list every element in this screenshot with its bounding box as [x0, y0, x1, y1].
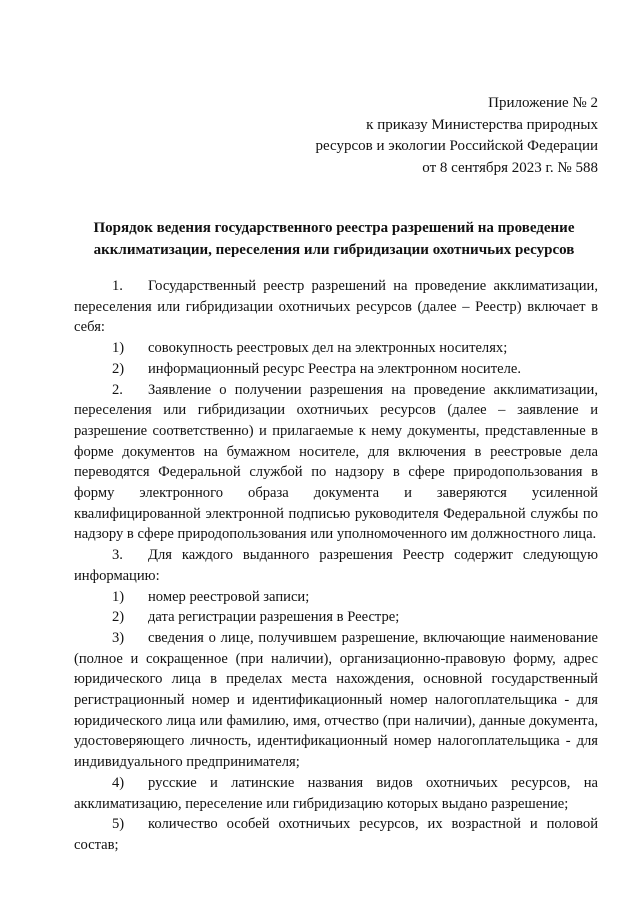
title-line2: акклиматизации, переселения или гибридизации охотничьих ресурсов	[93, 241, 575, 258]
appendix-header	[268, 93, 598, 179]
paragraph-number: 3.	[112, 547, 123, 564]
document-body	[74, 276, 598, 856]
list-item	[74, 338, 598, 359]
title-line1: Порядок ведения государственного реестра разрешений на проведение	[93, 220, 575, 236]
appendix-number: Приложение № 2	[488, 95, 598, 111]
list-item	[74, 607, 598, 628]
list-item-number: 5)	[112, 816, 125, 833]
list-item-number: 1)	[112, 340, 125, 357]
list-item	[74, 359, 598, 380]
list-item-text: номер реестровой записи;	[148, 588, 310, 605]
list-item-text: информационный ресурс Реестра на электронном носителе.	[148, 360, 521, 377]
paragraph-2	[74, 380, 598, 546]
list-item-number: 3)	[112, 629, 125, 646]
list-item-text: сведения о лице, получившем разрешение, включающие наименование (полное и сокращенное (при наличии), организационно-правовую форму, адрес юридического лица в пределах места нахождения, основной государственный регистрационный номер и идентификационный номер налогоплательщика - для юридического лица или фамилию, имя, отчество (при наличии), данные документа, удостоверяющего личность, идентификационный номер налогоплательщика - для индивидуального предпринимателя;	[74, 629, 598, 771]
paragraph-text: Заявление о получении разрешения на проведение акклиматизации, переселения или гибридизации охотничьих ресурсов (далее – заявление и разрешение соответственно) и прилагаемые к нему документы, представленные в форме документов на бумажном носителе, для включения в реестровые дела переводятся Федеральной службой по надзору в сфере природопользования в форму электронного образа документа и заверяются усиленной квалифицированной электронной подписью руководителя Федеральной службы по надзору в сфере природопользования или уполномоченного им должностного лица.	[74, 381, 598, 543]
list-item-long	[74, 814, 598, 855]
list-item-number: 2)	[112, 609, 125, 626]
paragraph-number: 1.	[112, 278, 123, 294]
list-item-long	[74, 773, 598, 814]
list-item-text: совокупность реестровых дел на электронных носителях;	[148, 340, 508, 357]
list-item	[74, 587, 598, 608]
list-item-long	[74, 628, 598, 773]
list-item-text: количество особей охотничьих ресурсов, их возрастной и половой состав;	[74, 816, 598, 853]
document-title	[72, 218, 596, 261]
list-item-text: русские и латинские названия видов охотничьих ресурсов, на акклиматизацию, переселение или гибридизацию которых выдано разрешение;	[74, 774, 598, 812]
paragraph-text: Государственный реестр разрешений на проведение акклиматизации, переселения или гибридизации охотничьих ресурсов (далее – Реестр) включает в себя:	[74, 278, 598, 336]
paragraph-3	[74, 545, 598, 586]
paragraph-1	[74, 276, 598, 338]
list-item-number: 4)	[112, 774, 125, 791]
order-date-number: от 8 сентября 2023 г. № 588	[422, 159, 598, 176]
order-reference-line1: к приказу Министерства природных	[366, 116, 598, 133]
list-item-text: дата регистрации разрешения в Реестре;	[148, 609, 400, 626]
paragraph-text: Для каждого выданного разрешения Реестр содержит следующую информацию:	[74, 547, 598, 584]
list-item-number: 2)	[112, 360, 125, 377]
paragraph-number: 2.	[112, 381, 123, 398]
list-item-number: 1)	[112, 588, 125, 605]
order-reference-line2: ресурсов и экологии Российской Федерации	[315, 138, 598, 154]
